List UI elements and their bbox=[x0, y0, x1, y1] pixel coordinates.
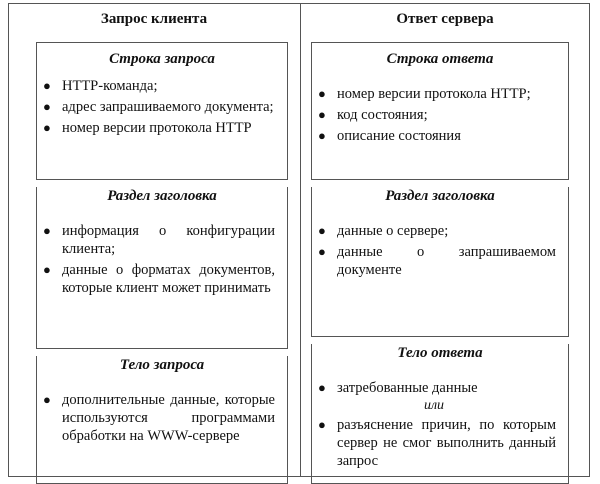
list-item: ● затребованные данные bbox=[318, 380, 478, 396]
bullet-icon: ● bbox=[318, 380, 326, 395]
list-item: ● данные о запрашиваемом документе bbox=[318, 244, 556, 278]
list-item: ● данные о сервере; bbox=[318, 223, 449, 239]
bullet-icon: ● bbox=[318, 86, 326, 101]
list-item: ● номер версии протокола HTTP; bbox=[318, 86, 531, 102]
bullet-icon: ● bbox=[43, 99, 51, 114]
request-body-list bbox=[37, 391, 287, 445]
request-header-section bbox=[36, 187, 288, 349]
request-line-section bbox=[36, 42, 288, 180]
request-line-title: Строка запроса bbox=[109, 51, 215, 67]
response-line-list bbox=[312, 85, 568, 145]
response-header-title: Раздел заголовка bbox=[385, 188, 495, 204]
request-body-section bbox=[36, 356, 288, 484]
list-item: ● описание состояния bbox=[318, 128, 461, 144]
bullet-icon: ● bbox=[318, 107, 326, 122]
bullet-icon: ● bbox=[318, 223, 326, 238]
response-body-list bbox=[312, 379, 568, 397]
list-item: ● номер версии протокола HTTP bbox=[43, 120, 252, 136]
server-response-stack bbox=[311, 42, 569, 484]
response-header-list bbox=[312, 222, 568, 279]
request-body-title: Тело запроса bbox=[119, 357, 205, 373]
list-item: ● разъяснение причин, по которым сервер не смог выполнить данный запрос bbox=[318, 417, 556, 469]
response-body-section bbox=[311, 344, 569, 484]
response-line-section bbox=[311, 42, 569, 180]
request-line-list bbox=[37, 77, 287, 137]
bullet-icon: ● bbox=[43, 223, 51, 238]
list-item: ● адрес запрашиваемого документа; bbox=[43, 99, 274, 115]
list-item: ● информация о конфигурации клиента; bbox=[43, 223, 275, 257]
client-request-stack bbox=[36, 42, 288, 484]
request-header-list bbox=[37, 222, 287, 297]
response-header-section bbox=[311, 187, 569, 337]
bullet-icon: ● bbox=[43, 392, 51, 407]
column-divider bbox=[300, 3, 301, 477]
bullet-icon: ● bbox=[43, 78, 51, 93]
list-item: ● дополнительные данные, которые используются программами обработки на WWW-сервере bbox=[43, 392, 275, 444]
bullet-icon: ● bbox=[43, 262, 51, 277]
list-item: ● HTTP-команда; bbox=[43, 78, 158, 94]
bullet-icon: ● bbox=[318, 417, 326, 432]
client-request-title: Запрос клиента bbox=[100, 11, 208, 27]
server-response-title: Ответ сервера bbox=[396, 11, 494, 27]
response-line-title: Строка ответа bbox=[386, 51, 494, 67]
list-item: ● код состояния; bbox=[318, 107, 428, 123]
bullet-icon: ● bbox=[43, 120, 51, 135]
request-header-title: Раздел заголовка bbox=[107, 188, 217, 204]
response-body-list-alt bbox=[312, 416, 568, 470]
list-item: ● данные о форматах документов, которые клиент может принимать bbox=[43, 262, 275, 296]
bullet-icon: ● bbox=[318, 128, 326, 143]
or-separator: или bbox=[423, 398, 445, 413]
bullet-icon: ● bbox=[318, 244, 326, 259]
response-body-title: Тело ответа bbox=[397, 345, 483, 361]
